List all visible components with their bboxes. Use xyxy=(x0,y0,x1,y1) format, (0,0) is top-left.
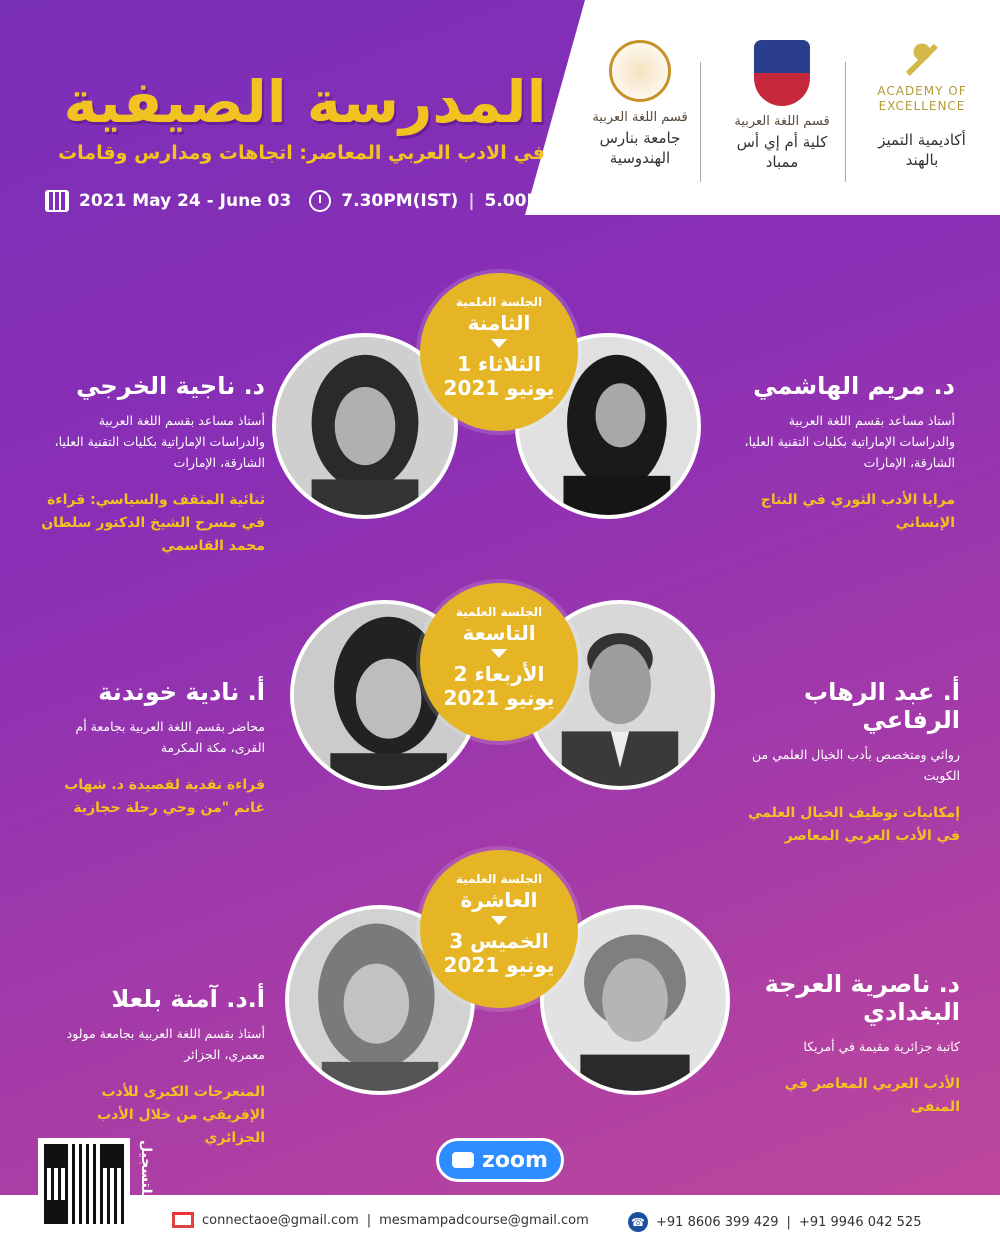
session-date: يونيو 2021 xyxy=(443,953,555,977)
session-number: التاسعة xyxy=(462,621,536,645)
speaker-bio: محاضر بقسم اللغة العربية بجامعة أم القرى، مكة المكرمة xyxy=(75,719,265,755)
registration-qr-code[interactable] xyxy=(38,1138,130,1230)
speaker-block-najia xyxy=(40,372,265,558)
session-label: الجلسة العلمية xyxy=(455,605,543,619)
speaker-block-amna xyxy=(60,985,265,1150)
contact-phones xyxy=(628,1212,921,1232)
phone-1[interactable]: +91 8606 399 429 xyxy=(656,1214,779,1230)
page-subtitle: في الادب العربي المعاصر: اتجاهات ومدارس وقامات xyxy=(58,142,545,164)
speaker-topic: مرايا الأدب الثوري في النتاج الإنساني xyxy=(760,492,955,531)
time-separator: | xyxy=(468,191,475,211)
academy-caption-2: EXCELLENCE xyxy=(878,99,966,113)
speaker-name: أ. نادية خوندنة xyxy=(98,678,265,706)
time-ksa: 5.00PM(KSA) xyxy=(484,191,610,211)
logo-banaras-line3: الهندوسية xyxy=(609,149,671,167)
logo-mes xyxy=(712,40,852,172)
speaker-block-nassiria xyxy=(745,970,960,1119)
triangle-down-icon xyxy=(491,916,507,925)
session-day: الأربعاء 2 xyxy=(453,662,545,686)
time-ist: 7.30PM(IST) xyxy=(341,191,459,211)
zoom-camera-icon xyxy=(452,1152,474,1168)
speaker-block-nadia xyxy=(60,678,265,820)
phone-icon: ☎ xyxy=(628,1212,648,1232)
speaker-topic: إمكانيات توظيف الخيال العلمي في الأدب العربي المعاصر xyxy=(748,805,960,844)
speaker-bio: روائي ومتخصص بأدب الخيال العلمي من الكويت xyxy=(752,747,960,783)
speaker-name: د. ناصرية العرجة البغدادي xyxy=(764,970,960,1026)
email-separator: | xyxy=(366,1212,372,1228)
page-title: المدرسة الصيفية xyxy=(63,68,547,136)
speaker-topic: الأدب العربي المعاصر في المنفى xyxy=(784,1076,960,1115)
logo-divider xyxy=(700,62,701,182)
academy-caption-1: ACADEMY OF xyxy=(877,84,967,98)
speaker-block-maryam xyxy=(740,372,955,535)
speaker-block-abdulrahab xyxy=(745,678,960,848)
session-day: الثلاثاء 1 xyxy=(457,352,541,376)
contact-emails xyxy=(172,1212,589,1228)
logo-banaras-line2: جامعة بنارس xyxy=(599,129,681,147)
logo-academy xyxy=(852,40,992,170)
triangle-down-icon xyxy=(491,649,507,658)
logo-divider xyxy=(845,62,846,182)
session-badge-10 xyxy=(420,850,578,1008)
zoom-button[interactable] xyxy=(436,1138,564,1182)
speaker-name: أ.د. آمنة بلعلا xyxy=(111,985,265,1013)
date-range: 2021 May 24 - June 03 xyxy=(79,191,292,211)
session-day: الخميس 3 xyxy=(449,929,549,953)
banaras-emblem-icon xyxy=(609,40,671,102)
triangle-down-icon xyxy=(491,339,507,348)
logo-mes-line2: كلية أم إي أس xyxy=(736,133,828,151)
session-badge-8 xyxy=(420,273,578,431)
logo-academy-line2: بالهند xyxy=(905,151,939,169)
gmail-icon xyxy=(172,1212,194,1228)
speaker-name: د. ناجية الخرجي xyxy=(76,372,265,400)
register-label: للتسجيل xyxy=(138,1140,154,1200)
speaker-name: أ. عبد الرهاب الرفاعي xyxy=(803,678,960,734)
zoom-label: zoom xyxy=(482,1147,548,1173)
date-time-line xyxy=(45,190,610,212)
phone-separator: | xyxy=(786,1214,791,1230)
session-label: الجلسة العلمية xyxy=(455,872,543,886)
session-date: يونيو 2021 xyxy=(443,686,555,710)
speaker-topic: قراءة نقدية لقصيدة د. شهاب غانم "من وحي رحلة حجازية xyxy=(64,777,265,816)
email-1[interactable]: connectaoe@gmail.com xyxy=(202,1212,359,1228)
speaker-bio: أستاذ مساعد بقسم اللغة العربية والدراسات الإماراتية بكليات التقنية العليا، الشارقة، الإمارات xyxy=(744,413,955,470)
session-badge-9 xyxy=(420,583,578,741)
email-2[interactable]: mesmampadcourse@gmail.com xyxy=(379,1212,589,1228)
session-label: الجلسة العلمية xyxy=(455,295,543,309)
academy-emblem-icon xyxy=(902,40,942,80)
mes-shield-icon xyxy=(754,40,810,106)
logo-mes-line3: ممباد xyxy=(765,153,799,171)
logo-banaras-line1: قسم اللغة العربية xyxy=(592,110,688,125)
session-number: الثامنة xyxy=(467,311,531,335)
speaker-topic: المنعرجات الكبرى للأدب الإفريقي من خلال الأدب الجزائري xyxy=(97,1084,265,1146)
calendar-icon xyxy=(45,190,69,212)
session-number: العاشرة xyxy=(460,888,538,912)
phone-2[interactable]: +91 9946 042 525 xyxy=(798,1214,922,1230)
logo-academy-line1: أكاديمية التميز xyxy=(878,131,966,149)
logo-banaras xyxy=(570,40,710,168)
speaker-bio: أستاذ مساعد بقسم اللغة العربية والدراسات الإماراتية بكليات التقنية العليا، الشارقة، الإمارات xyxy=(54,413,265,470)
speaker-name: د. مريم الهاشمي xyxy=(753,372,955,400)
session-date: يونيو 2021 xyxy=(443,376,555,400)
speaker-bio: كاتبة جزائرية مقيمة في أمريكا xyxy=(803,1039,960,1054)
speaker-bio: أستاذ بقسم اللغة العربية بجامعة مولود معمري، الجزائر xyxy=(66,1026,265,1062)
speaker-topic: ثنائية المثقف والسياسي: قراءة في مسرح الشيخ الدكتور سلطان محمد القاسمي xyxy=(41,492,265,554)
logo-mes-line1: قسم اللغة العربية xyxy=(734,114,830,129)
clock-icon xyxy=(309,190,331,212)
